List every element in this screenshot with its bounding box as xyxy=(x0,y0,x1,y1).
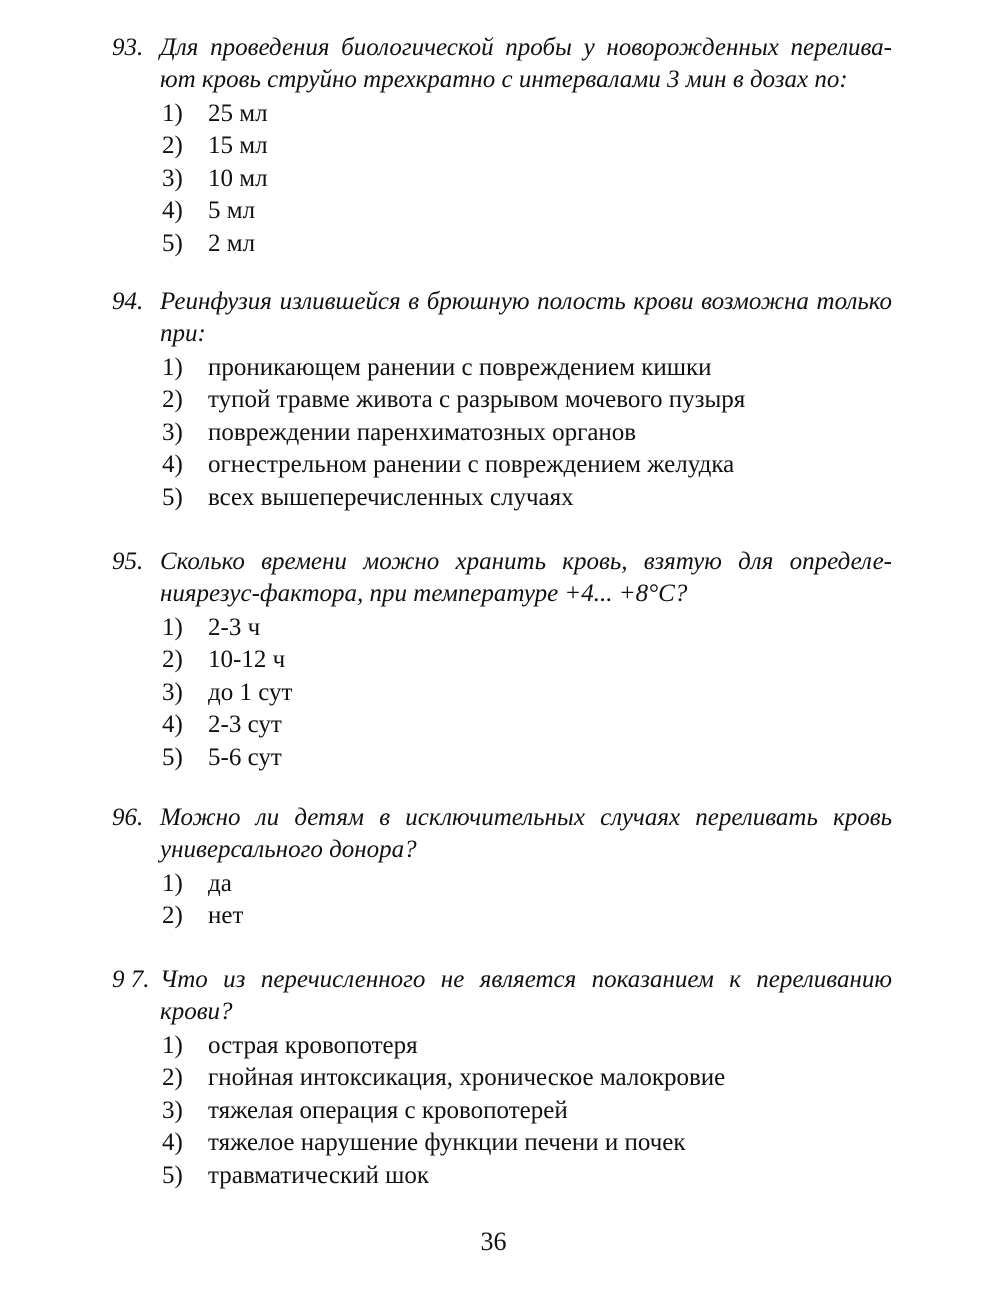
question-96 xyxy=(112,802,892,933)
question-number: 96. xyxy=(112,804,144,831)
option-number: 2) xyxy=(162,1064,183,1092)
option-text: всех вышеперечисленных случаях xyxy=(208,483,574,511)
option-number: 3) xyxy=(162,678,183,706)
option-text: огнестрельном ранении с повреждением желудка xyxy=(208,451,735,479)
option-text: нет xyxy=(208,902,244,930)
question-text: Для проведения биологической пробы у новорожденных перелива-ют кровь струйно трехкратно с интервалами 3 мин в дозах по: xyxy=(160,34,892,93)
option-text: тяжелое нарушение функции печени и почек xyxy=(208,1129,686,1157)
answer-option xyxy=(112,644,892,676)
answer-options xyxy=(112,352,892,514)
option-text: 15 мл xyxy=(208,132,268,160)
option-number: 3) xyxy=(162,1096,183,1124)
answer-option xyxy=(112,612,892,644)
answer-option xyxy=(112,1030,892,1062)
option-text: тяжелая операция с кровопотерей xyxy=(208,1096,568,1124)
option-text: 2-3 сут xyxy=(208,711,282,739)
answer-option xyxy=(112,195,892,227)
option-number: 1) xyxy=(162,614,183,641)
option-text: 5-6 сут xyxy=(208,743,282,771)
answer-options xyxy=(112,612,892,774)
answer-option xyxy=(112,1160,892,1192)
option-number: 5) xyxy=(162,743,183,771)
question-text: Что из перечисленного не является показанием к переливанию крови? xyxy=(160,966,892,1025)
page-number: 36 xyxy=(480,1227,507,1256)
option-text: 2-3 ч xyxy=(208,614,261,641)
option-number: 4) xyxy=(162,1129,183,1157)
answer-options xyxy=(112,1030,892,1192)
question-text: Можно ли детям в исключительных случаях переливать кровь универсального донора? xyxy=(160,804,892,863)
question-header xyxy=(112,964,892,1028)
option-text: 2 мл xyxy=(208,229,256,257)
option-text: повреждении паренхиматозных органов xyxy=(208,418,637,446)
answer-options xyxy=(112,868,892,933)
answer-option xyxy=(112,417,892,449)
question-header xyxy=(112,32,892,96)
answer-option xyxy=(112,709,892,741)
option-number: 2) xyxy=(162,386,183,414)
answer-option xyxy=(112,742,892,774)
answer-option xyxy=(112,163,892,195)
answer-option xyxy=(112,900,892,932)
question-95 xyxy=(112,546,892,774)
option-text: 10 мл xyxy=(208,164,268,192)
answer-option xyxy=(112,677,892,709)
question-93 xyxy=(112,32,892,260)
option-text: острая кровопотеря xyxy=(208,1032,418,1059)
question-text: Реинфузия излившейся в брюшную полость крови возможна только при: xyxy=(160,288,892,347)
answer-option xyxy=(112,352,892,384)
option-text: 25 мл xyxy=(208,100,268,127)
option-text: 5 мл xyxy=(208,197,256,225)
option-number: 1) xyxy=(162,870,183,897)
option-text: до 1 сут xyxy=(208,678,293,706)
question-number: 9 7. xyxy=(112,966,150,993)
question-number: 94. xyxy=(112,288,144,315)
answer-option xyxy=(112,482,892,514)
question-header xyxy=(112,286,892,350)
option-number: 2) xyxy=(162,902,183,930)
option-number: 4) xyxy=(162,451,183,479)
option-text: проникающем ранении с повреждением кишки xyxy=(208,354,712,381)
option-text: да xyxy=(208,870,232,897)
option-number: 1) xyxy=(162,1032,183,1059)
question-number: 93. xyxy=(112,34,144,61)
answer-options xyxy=(112,98,892,260)
answer-option xyxy=(112,868,892,900)
option-number: 4) xyxy=(162,711,183,739)
answer-option xyxy=(112,449,892,481)
question-header xyxy=(112,546,892,610)
answer-option xyxy=(112,384,892,416)
option-number: 3) xyxy=(162,418,183,446)
option-number: 5) xyxy=(162,483,183,511)
option-number: 2) xyxy=(162,646,183,674)
answer-option xyxy=(112,130,892,162)
answer-option xyxy=(112,1062,892,1094)
option-number: 1) xyxy=(162,354,183,381)
option-number: 5) xyxy=(162,229,183,257)
question-text: Сколько времени можно хранить кровь, взятую для определе-ниярезус-фактора, при температуре +4... +8°С? xyxy=(160,548,892,607)
answer-option xyxy=(112,1095,892,1127)
option-text: травматический шок xyxy=(208,1161,430,1189)
answer-option xyxy=(112,98,892,130)
option-number: 5) xyxy=(162,1161,183,1189)
option-text: тупой травме живота с разрывом мочевого пузыря xyxy=(208,386,746,414)
question-number: 95. xyxy=(112,548,144,575)
option-number: 1) xyxy=(162,100,183,127)
answer-option xyxy=(112,1127,892,1159)
option-number: 4) xyxy=(162,197,183,225)
answer-option xyxy=(112,228,892,260)
option-text: гнойная интоксикация, хроническое малокровие xyxy=(208,1064,726,1092)
option-number: 3) xyxy=(162,164,183,192)
question-94 xyxy=(112,286,892,514)
option-text: 10-12 ч xyxy=(208,646,286,674)
question-97 xyxy=(112,964,892,1192)
question-header xyxy=(112,802,892,866)
option-number: 2) xyxy=(162,132,183,160)
